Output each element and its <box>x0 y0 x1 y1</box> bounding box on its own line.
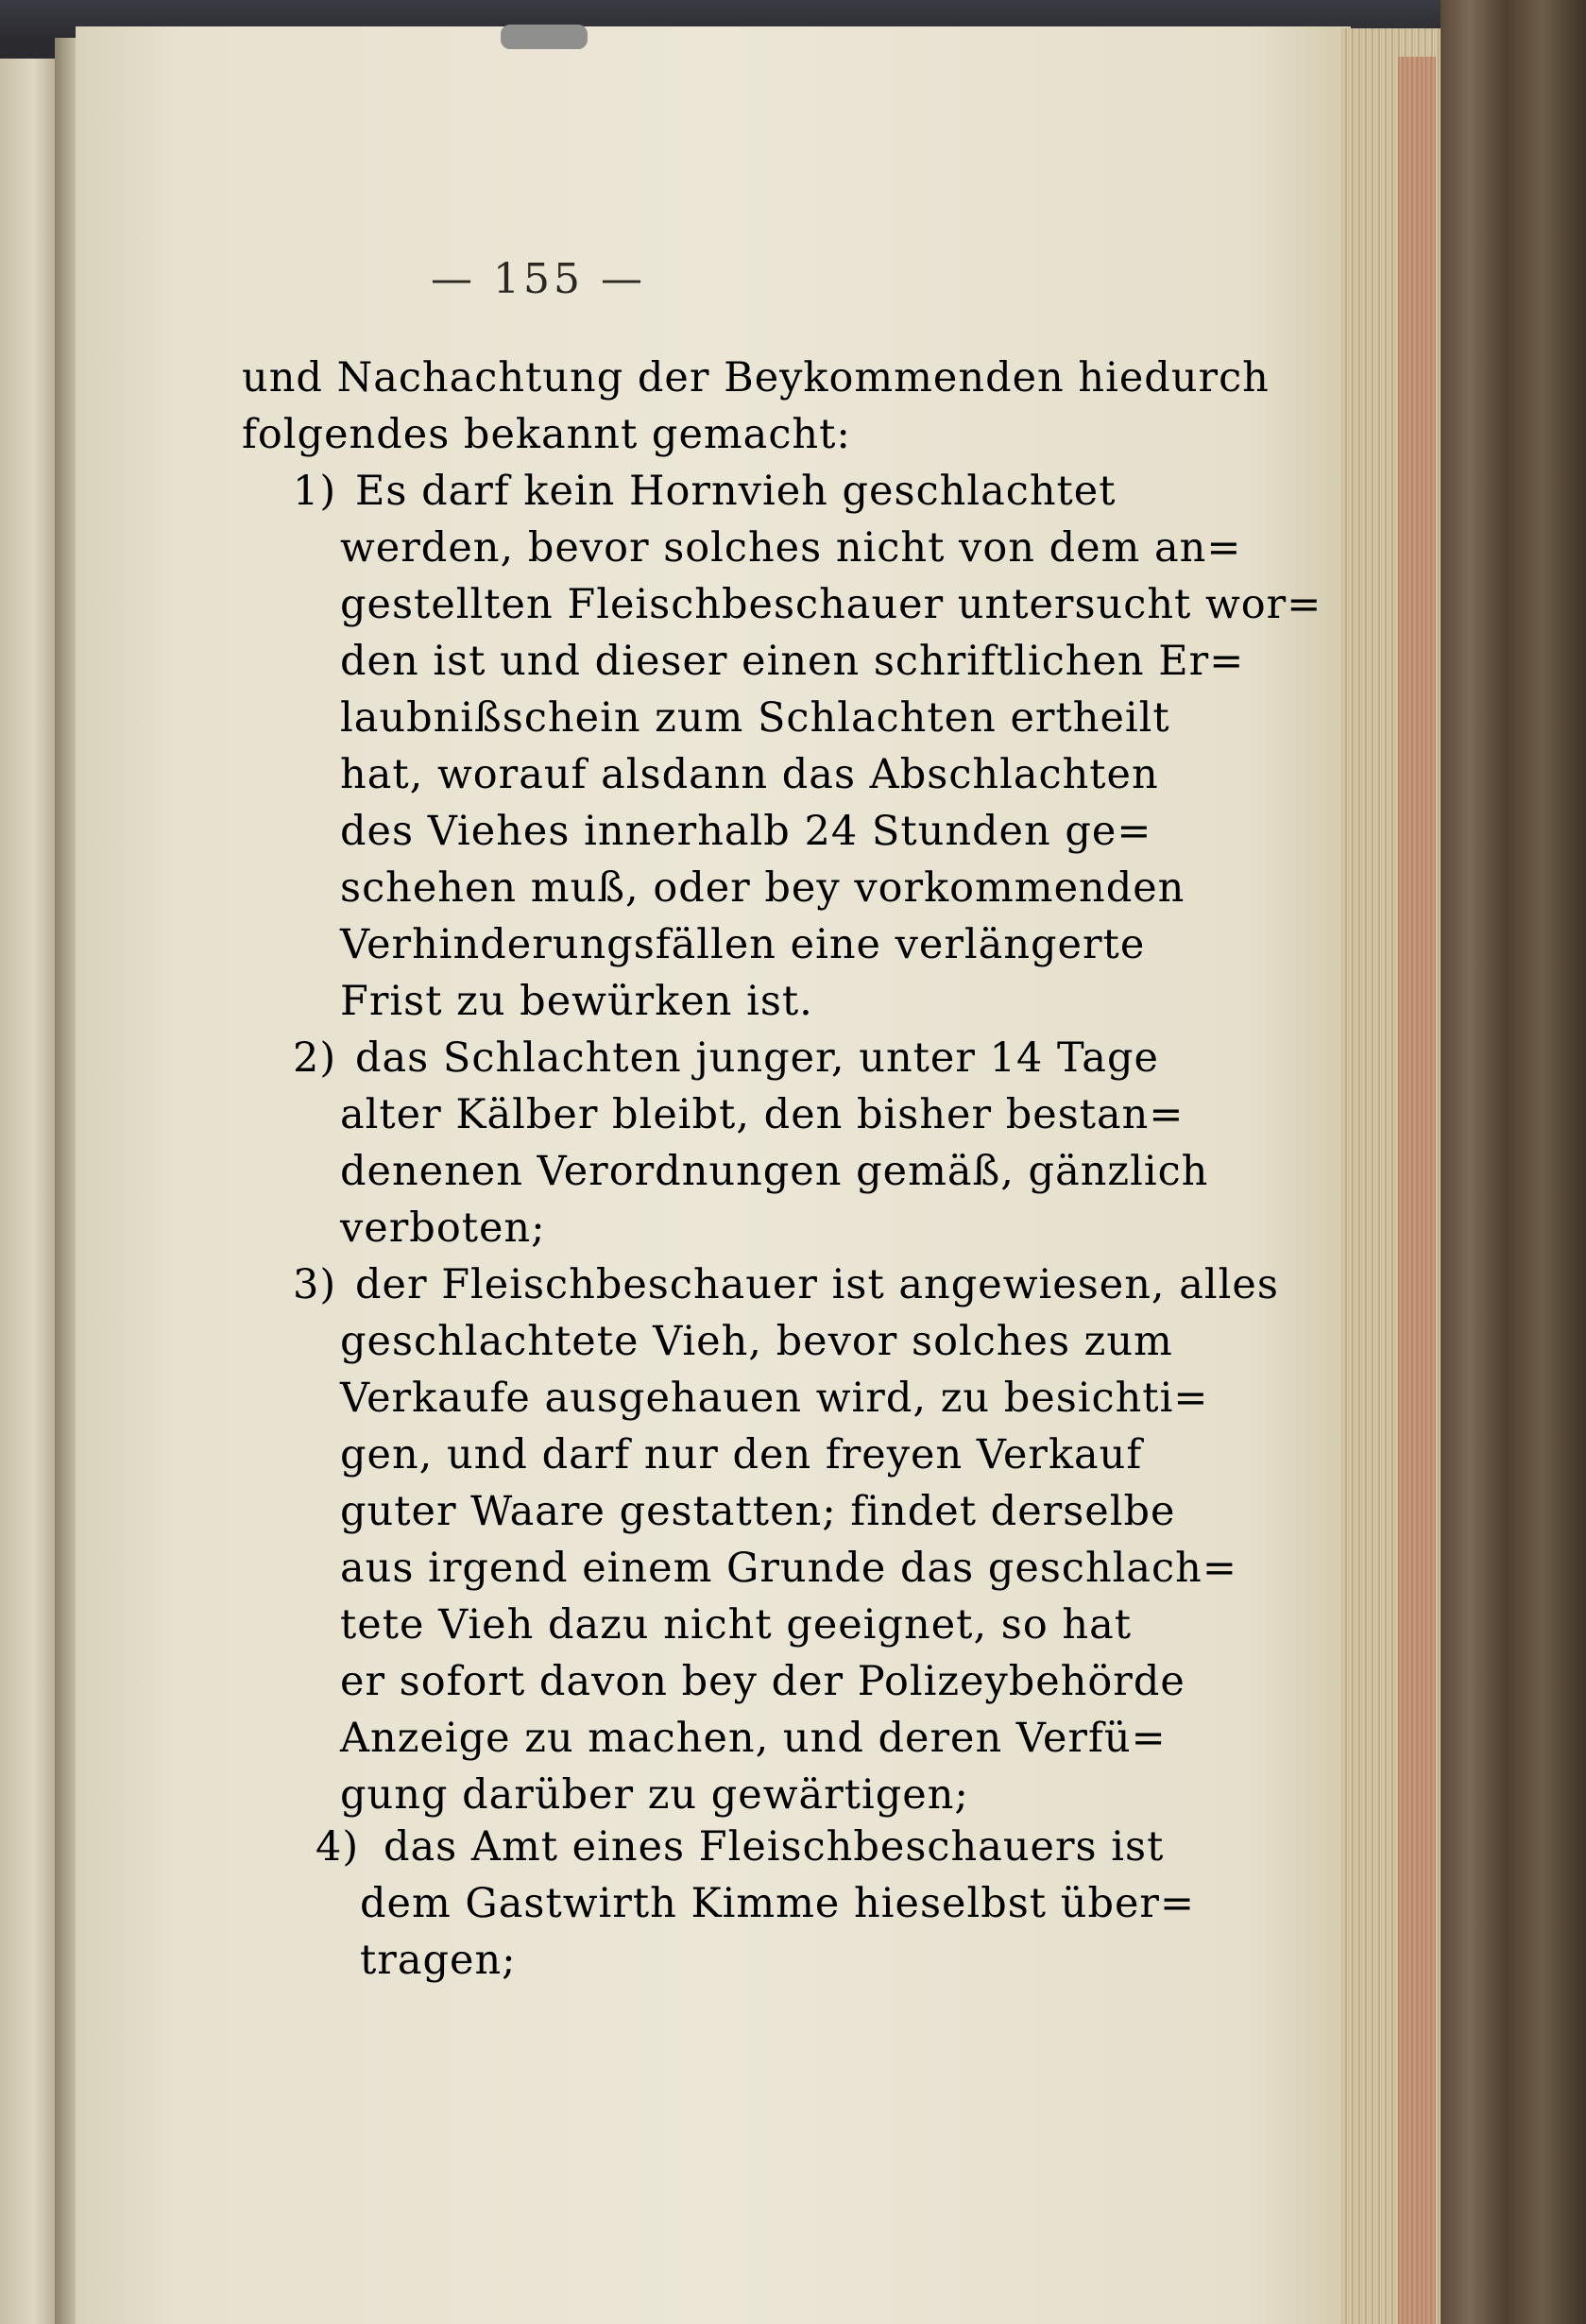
bookmark-clip <box>501 25 588 49</box>
intro-paragraph <box>242 350 1270 463</box>
text-line: den ist und dieser einen schriftlichen Er= <box>340 638 1245 685</box>
text-line: alter Kälber bleibt, den bisher bestan= <box>340 1091 1185 1138</box>
text-line: werden, bevor solches nicht von dem an= <box>340 524 1242 572</box>
text-line: des Viehes innerhalb 24 Stunden ge= <box>340 808 1152 855</box>
text-line: der Fleischbeschauer ist angewiesen, alles <box>355 1261 1279 1308</box>
text-line: verboten; <box>340 1205 546 1252</box>
item-text <box>355 1256 1279 1313</box>
list-item-1 <box>242 463 1322 1030</box>
text-line: laubnißschein zum Schlachten ertheilt <box>340 694 1170 742</box>
text-line: schehen muß, oder bey vorkommenden <box>340 864 1185 912</box>
text-line: das Amt eines Fleischbeschauers ist <box>384 1823 1165 1871</box>
text-line: tete Vieh dazu nicht geeignet, so hat <box>340 1601 1133 1649</box>
item-text-continued <box>360 1875 1195 1989</box>
text-line: gen, und darf nur den freyen Verkauf <box>340 1431 1143 1478</box>
item-text-continued <box>340 1086 1209 1256</box>
text-line: folgendes bekannt gemacht: <box>242 411 851 458</box>
text-line: Verkaufe ausgehauen wird, zu besichti= <box>340 1375 1209 1422</box>
red-page-edges <box>1398 57 1436 2324</box>
text-line: Frist zu bewürken ist. <box>340 978 813 1025</box>
text-line: das Schlachten junger, unter 14 Tage <box>355 1034 1159 1082</box>
item-number: 2) <box>293 1034 337 1082</box>
text-line: aus irgend einem Grunde das geschlach= <box>340 1545 1237 1592</box>
text-line: tragen; <box>360 1937 517 1984</box>
text-line: guter Waare gestatten; findet derselbe <box>340 1488 1176 1535</box>
text-line: und Nachachtung der Beykommenden hiedurch <box>242 354 1270 402</box>
text-line: Verhinderungsfällen eine verlängerte <box>340 921 1146 968</box>
list-item-2 <box>242 1030 1209 1256</box>
text-line: dem Gastwirth Kimme hieselbst über= <box>360 1880 1195 1927</box>
text-line: geschlachtete Vieh, bevor solches zum <box>340 1318 1173 1365</box>
item-number: 3) <box>293 1261 337 1308</box>
item-text <box>384 1819 1165 1875</box>
book-cover <box>1441 0 1586 2324</box>
item-text <box>355 1030 1159 1086</box>
item-text <box>355 463 1117 520</box>
text-line: Anzeige zu machen, und deren Verfü= <box>340 1715 1167 1762</box>
item-text-continued <box>340 520 1322 1030</box>
page-header: — 155 — <box>431 255 646 303</box>
left-page-edge <box>0 59 57 2324</box>
item-number: 1) <box>293 468 337 515</box>
text-line: gung darüber zu gewärtigen; <box>340 1771 969 1819</box>
text-line: Es darf kein Hornvieh geschlachtet <box>355 468 1117 515</box>
list-item-4 <box>242 1819 1195 2008</box>
item-text-continued <box>340 1313 1237 1823</box>
text-line: hat, worauf alsdann das Abschlachten <box>340 751 1159 798</box>
item-number: 4) <box>315 1823 360 1871</box>
text-line: er sofort davon bey der Polizeybehörde <box>340 1658 1185 1705</box>
text-line: gestellten Fleischbeschauer untersucht wor= <box>340 581 1322 628</box>
text-line: denenen Verordnungen gemäß, gänzlich <box>340 1148 1209 1195</box>
list-item-3 <box>242 1256 1279 1823</box>
